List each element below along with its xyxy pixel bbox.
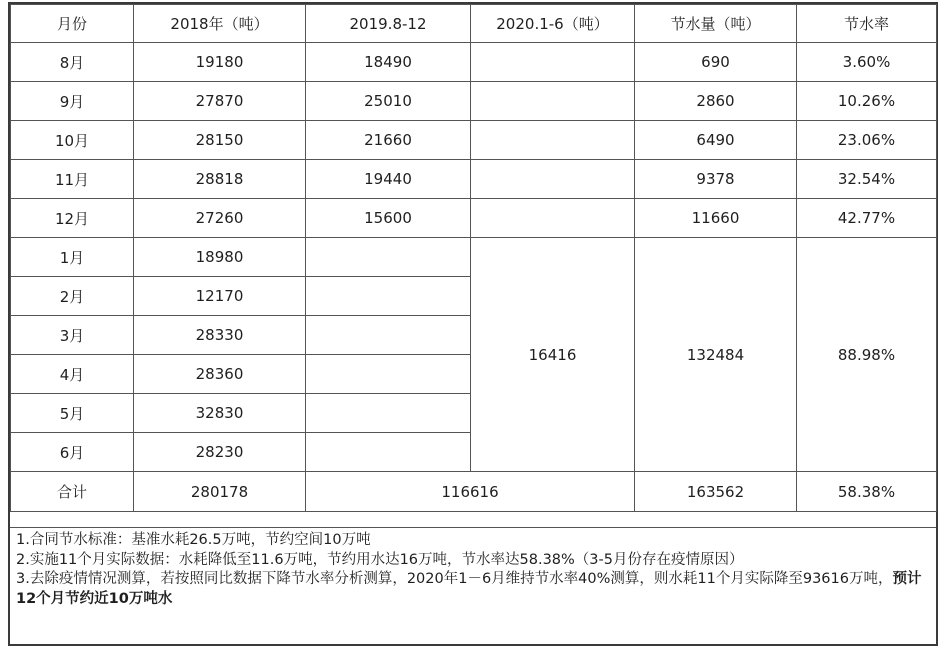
cell-month: 3月 <box>11 316 134 355</box>
water-saving-table <box>10 4 937 512</box>
notes-section <box>10 527 936 644</box>
cell-month: 2月 <box>11 277 134 316</box>
cell-2020-empty <box>471 43 635 82</box>
cell-2019-empty <box>306 316 471 355</box>
cell-2018: 28330 <box>134 316 306 355</box>
cell-2020-merged: 16416 <box>471 238 635 472</box>
cell-2019-empty <box>306 355 471 394</box>
table-row <box>11 238 937 277</box>
cell-2019: 18490 <box>306 43 471 82</box>
cell-month: 11月 <box>11 160 134 199</box>
note-line-3 <box>16 570 930 609</box>
cell-2018: 18980 <box>134 238 306 277</box>
header-saving: 节水量（吨） <box>635 5 797 43</box>
cell-2019: 21660 <box>306 121 471 160</box>
total-row <box>11 472 937 512</box>
cell-2020-empty <box>471 160 635 199</box>
cell-month: 8月 <box>11 43 134 82</box>
cell-2020-empty <box>471 82 635 121</box>
total-rate: 58.38% <box>797 472 937 512</box>
cell-2019-empty <box>306 394 471 433</box>
cell-month: 12月 <box>11 199 134 238</box>
total-2019-2020: 116616 <box>306 472 635 512</box>
total-saving: 163562 <box>635 472 797 512</box>
cell-month: 10月 <box>11 121 134 160</box>
cell-2019-empty <box>306 433 471 472</box>
cell-2018: 28360 <box>134 355 306 394</box>
cell-month: 4月 <box>11 355 134 394</box>
table-row <box>11 121 937 160</box>
cell-rate: 10.26% <box>797 82 937 121</box>
cell-saving: 690 <box>635 43 797 82</box>
cell-saving: 11660 <box>635 199 797 238</box>
note-line-3-highlight: 预计12个月节约近10万吨水 <box>16 571 922 607</box>
cell-saving: 6490 <box>635 121 797 160</box>
cell-2019-empty <box>306 277 471 316</box>
cell-2018: 28818 <box>134 160 306 199</box>
cell-month: 5月 <box>11 394 134 433</box>
table-row <box>11 199 937 238</box>
cell-month: 9月 <box>11 82 134 121</box>
cell-rate: 42.77% <box>797 199 937 238</box>
cell-2020-empty <box>471 121 635 160</box>
cell-2018: 12170 <box>134 277 306 316</box>
note-line-3-text: 3.去除疫情情况测算，若按照同比数据下降节水率分析测算，2020年1－6月维持节水率40%测算，则水耗11个月实际降至93616万吨， <box>16 571 893 588</box>
header-row <box>11 5 937 43</box>
cell-2019: 15600 <box>306 199 471 238</box>
note-line-1: 1.合同节水标准：基准水耗26.5万吨，节约空间10万吨 <box>16 532 371 548</box>
cell-2019: 19440 <box>306 160 471 199</box>
cell-month: 6月 <box>11 433 134 472</box>
total-2018: 280178 <box>134 472 306 512</box>
cell-2018: 27260 <box>134 199 306 238</box>
header-2018: 2018年（吨） <box>134 5 306 43</box>
header-month: 月份 <box>11 5 134 43</box>
cell-2018: 28230 <box>134 433 306 472</box>
cell-saving-merged: 132484 <box>635 238 797 472</box>
cell-2018: 28150 <box>134 121 306 160</box>
cell-2018: 27870 <box>134 82 306 121</box>
cell-saving: 2860 <box>635 82 797 121</box>
cell-rate: 23.06% <box>797 121 937 160</box>
cell-saving: 9378 <box>635 160 797 199</box>
cell-2018: 32830 <box>134 394 306 433</box>
cell-rate: 3.60% <box>797 43 937 82</box>
cell-2019: 25010 <box>306 82 471 121</box>
cell-2018: 19180 <box>134 43 306 82</box>
header-2019: 2019.8-12 <box>306 5 471 43</box>
table-row <box>11 160 937 199</box>
cell-month: 1月 <box>11 238 134 277</box>
header-rate: 节水率 <box>797 5 937 43</box>
cell-2020-empty <box>471 199 635 238</box>
total-label: 合计 <box>11 472 134 512</box>
note-line-2: 2.实施11个月实际数据：水耗降低至11.6万吨，节约用水达16万吨，节水率达58.38%（3-5月份存在疫情原因） <box>16 551 744 568</box>
cell-2019-empty <box>306 238 471 277</box>
cell-rate-merged: 88.98% <box>797 238 937 472</box>
table-row <box>11 43 937 82</box>
header-2020: 2020.1-6（吨） <box>471 5 635 43</box>
cell-rate: 32.54% <box>797 160 937 199</box>
water-saving-sheet <box>8 2 938 646</box>
table-row <box>11 82 937 121</box>
